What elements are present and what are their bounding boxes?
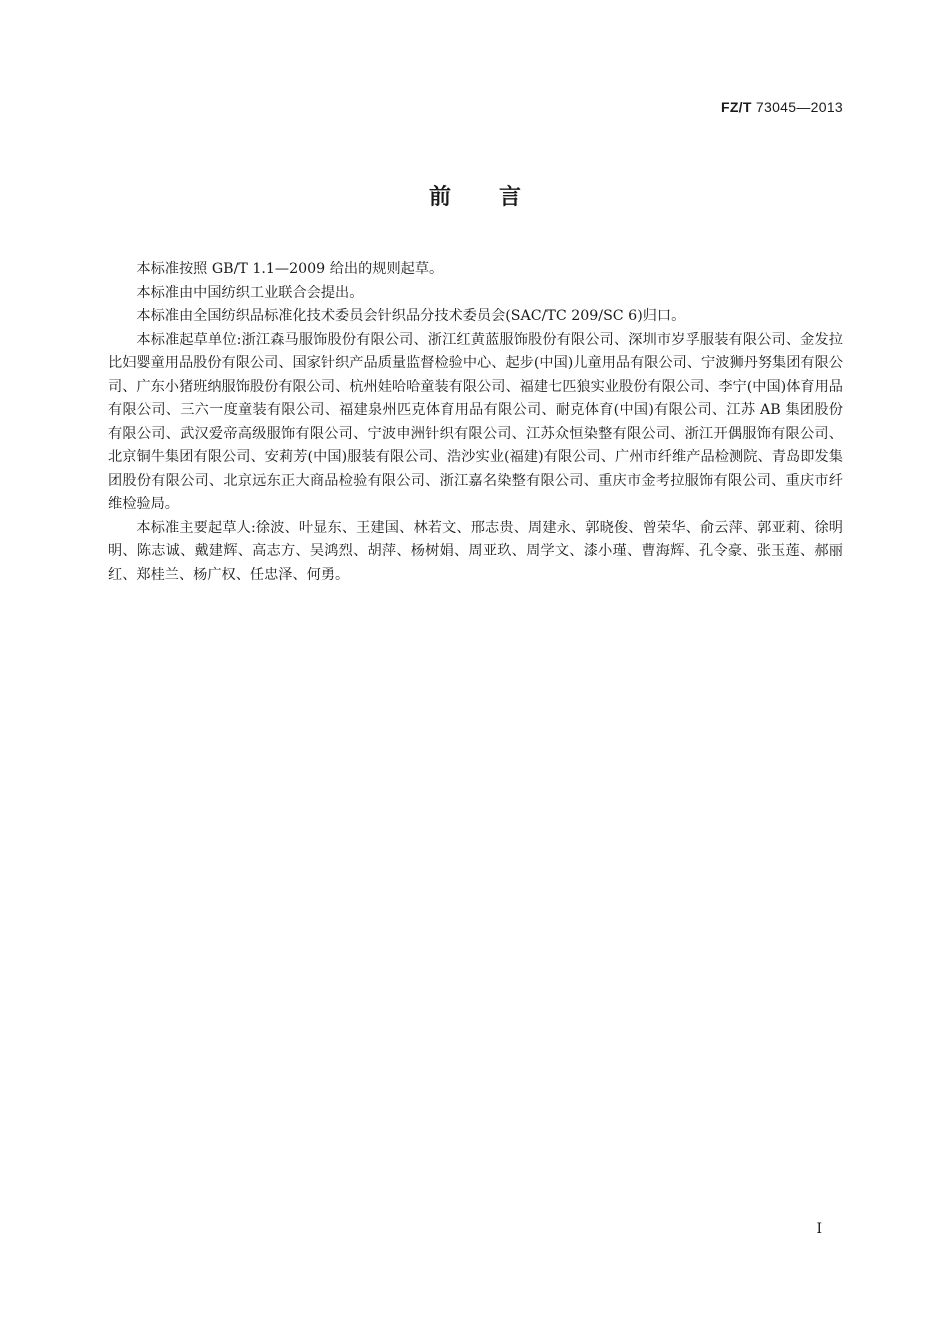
paragraph-drafting-rules: 本标准按照 GB/T 1.1—2009 给出的规则起草。 (136, 261, 444, 277)
standard-prefix: FZ/T (720, 99, 752, 115)
standard-code (721, 99, 843, 115)
paragraph-drafting-units: 本标准起草单位:浙江森马服饰股份有限公司、浙江红黄蓝服饰股份有限公司、深圳市岁孚服装有限公司、金发拉比妇婴童用品股份有限公司、国家针织产品质量监督检验中心、起步(中国)儿童用品有限公司、宁波狮丹努集团有限公司、广东小猪班纳服饰股份有限公司、杭州娃哈哈童装有限公司、福建七匹狼实业股份有限公司、李宁(中国)体育用品有限公司、三六一度童装有限公司、福建泉州匹克体育用品有限公司、耐克体育(中国)有限公司、江苏 AB 集团股份有限公司、武汉爱帝高级服饰有限公司、宁波申洲针织有限公司、江苏众恒染整有限公司、浙江开偶服饰有限公司、北京铜牛集团有限公司、安莉芳(中国)服装有限公司、浩沙实业(福建)有限公司、广州市纤维产品检测院、青岛即发集团股份有限公司、北京远东正大商品检验有限公司、浙江嘉名染整有限公司、重庆市金考拉服饰有限公司、重庆市纤维检验局。 (108, 331, 843, 512)
standard-number: 73045—2013 (755, 99, 843, 115)
paragraph-technical-committee: 本标准由全国纺织品标准化技术委员会针织品分技术委员会(SAC/TC 209/SC 6)归口。 (136, 308, 686, 324)
paragraph-proposer: 本标准由中国纺织工业联合会提出。 (136, 284, 364, 301)
page-number: I (816, 1221, 822, 1237)
paragraph-drafters: 本标准主要起草人:徐波、叶显东、王建国、林若文、邢志贵、周建永、郭晓俊、曾荣华、俞云萍、郭亚莉、徐明明、陈志诚、戴建辉、高志方、吴鸿烈、胡萍、杨树娟、周亚玖、周学文、漆小瑾、曹海辉、孔令豪、张玉莲、郝丽红、郑桂兰、杨广权、任忠泽、何勇。 (108, 519, 843, 583)
page-title: 前言 (428, 185, 569, 210)
foreword-body (108, 258, 843, 587)
